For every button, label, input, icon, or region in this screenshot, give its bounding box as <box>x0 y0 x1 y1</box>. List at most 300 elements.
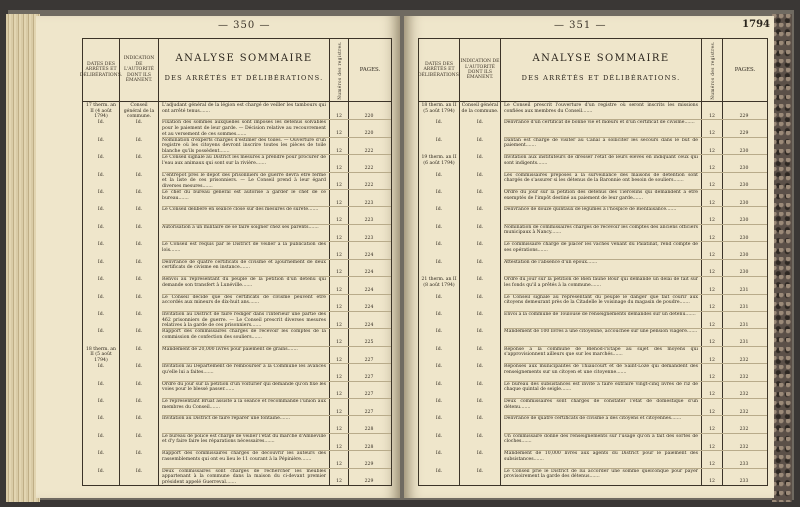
row-date: Id. <box>435 172 443 178</box>
table-row <box>419 450 767 467</box>
row-authority: Conseil général de la commune. <box>461 103 499 114</box>
table-row <box>83 381 391 398</box>
row-page: 224 <box>364 322 374 328</box>
row-authority: Id. <box>135 242 143 248</box>
row-date: Id. <box>97 190 105 196</box>
row-authority: Id. <box>476 381 484 387</box>
row-summary: Invitation au District de faire rédiger dans l'intérieur une partie des 462 prisonniers de guerre. — Le Conseil prescrit diverses mesures relatives à la garde de ces prisonniers....... <box>162 311 326 329</box>
row-date: 19 therm. an II (6 août 1794) <box>421 155 457 166</box>
row-summary: Les commissaires préposés à la surveillance des maisons de détention sont chargés de s'assurer si les détenus de la Baronnie ont besoin de souliers....... <box>504 172 698 184</box>
row-summary: Le bureau de police est chargé de veiller l'état du marché d'Amnéville et d'y faire faire les réparations nécessaires....... <box>162 433 326 445</box>
row-date: Id. <box>97 416 105 422</box>
row-authority: Id. <box>476 311 484 317</box>
row-summary: Rapport des commissaires chargés de recevoir les comptes de la commission de confection des souliers....... <box>162 329 326 340</box>
row-date: Id. <box>97 277 105 283</box>
row-date: Id. <box>435 451 443 457</box>
title-subtitle: DES ARRÊTÉS ET DÉLIBÉRATIONS. <box>164 74 324 82</box>
row-date: Id. <box>97 207 105 213</box>
row-date: Id. <box>435 329 443 335</box>
table-title <box>159 39 330 101</box>
row-date: Id. <box>97 451 105 457</box>
col-dates-header: DATES DES ARRÊTÉS ET DÉLIBÉRATIONS. <box>419 39 460 101</box>
table-row <box>419 328 767 345</box>
row-date: Id. <box>97 224 105 230</box>
row-register-number: 12 <box>336 305 342 311</box>
register-table <box>79 38 392 486</box>
row-authority: Id. <box>476 346 484 352</box>
row-separator <box>162 415 391 416</box>
row-date: 18 therm. an II (5 août 1794) <box>86 346 116 363</box>
row-authority: Id. <box>476 242 484 248</box>
register-table <box>418 38 768 486</box>
row-date: Id. <box>435 346 443 352</box>
row-summary: Le Conseil signale au District les mesures à prendre pour procurer de l'eau aux animaux qui sont sur la rivière....... <box>162 155 326 166</box>
row-summary: Le Conseil délibère en séance close sur des mesures de sûreté....... <box>162 207 319 213</box>
row-page: 222 <box>364 148 374 154</box>
table-row <box>419 154 767 171</box>
row-register-number: 12 <box>709 479 715 485</box>
row-date: Id. <box>435 468 443 474</box>
row-authority: Id. <box>476 433 484 439</box>
row-summary: Délivrance de quatre certificats de civisme à des citoyens et citoyennes....... <box>504 416 682 422</box>
row-register-number: 12 <box>709 322 715 328</box>
table-row <box>419 433 767 450</box>
table-row <box>419 346 767 363</box>
row-summary: Délivrance d'un certificat de bonne vie et mœurs et d'un certificat de civisme....... <box>504 120 695 126</box>
row-authority: Id. <box>476 451 484 457</box>
row-register-number: 12 <box>709 444 715 450</box>
row-summary: Invitation au Département de rembourser à la Commune les avances qu'elle lui a faites....... <box>162 364 326 375</box>
row-date: Id. <box>97 433 105 439</box>
row-separator <box>162 294 391 295</box>
table-header <box>79 39 391 102</box>
row-separator <box>504 172 767 173</box>
row-register-number: 12 <box>336 183 342 189</box>
row-authority: Id. <box>135 364 143 370</box>
row-page: 232 <box>739 357 749 363</box>
row-date: Id. <box>435 207 443 213</box>
row-authority: Id. <box>476 224 484 230</box>
row-separator <box>162 206 391 207</box>
table-row <box>419 276 767 293</box>
row-separator <box>504 346 767 347</box>
row-date: Id. <box>97 137 105 143</box>
row-page: 230 <box>739 183 749 189</box>
row-page: 228 <box>364 427 374 433</box>
row-summary: Ordre du jour sur la pétition d'un voiturier qui demande qu'on fixe les voies pour le blessé passer....... <box>162 381 326 393</box>
col-dates-header: DATES DES ARRÊTÉS ET DÉLIBÉRATIONS. <box>83 39 120 101</box>
row-separator <box>162 154 391 155</box>
row-date: Id. <box>435 311 443 317</box>
table-row <box>419 241 767 258</box>
row-date: Id. <box>435 416 443 422</box>
row-summary: Réponses aux municipalités de Thiaucourt et de Saint-Lôze qui demandent des renseignements sur un citoyen et une citoyenne....... <box>504 364 698 375</box>
row-separator <box>504 363 767 364</box>
table-row <box>83 137 391 154</box>
row-separator <box>504 415 767 416</box>
row-register-number: 12 <box>336 444 342 450</box>
row-page: 228 <box>364 444 374 450</box>
row-page: 231 <box>739 322 749 328</box>
row-date: 18 therm. an II (5 août 1794) <box>421 103 457 114</box>
row-separator <box>162 433 391 434</box>
row-date: Id. <box>97 364 105 370</box>
row-separator <box>504 398 767 399</box>
col-indication-header: INDICATION DE L'AUTORITÉ DONT ILS ÉMANENT. <box>120 39 159 101</box>
row-summary: Envoi à la commune de Toulouse de renseignements demandés sur un détenu....... <box>504 311 696 317</box>
row-authority: Id. <box>135 207 143 213</box>
row-separator <box>504 259 767 260</box>
row-date: Id. <box>97 468 105 474</box>
row-date: Id. <box>97 311 105 317</box>
row-page: 230 <box>739 200 749 206</box>
row-page: 223 <box>364 235 374 241</box>
row-register-number: 12 <box>336 270 342 276</box>
row-register-number: 12 <box>336 427 342 433</box>
row-summary: Invitation au District de faire réparer une fontaine....... <box>162 416 291 422</box>
row-register-number: 12 <box>709 148 715 154</box>
row-date: Id. <box>435 433 443 439</box>
row-authority: Id. <box>135 398 143 404</box>
title-subtitle: DES ARRÊTÉS ET DÉLIBÉRATIONS. <box>521 74 681 82</box>
row-summary: Le Conseil est requis par le District de veiller à la publication des lois....... <box>162 242 326 253</box>
row-page: 230 <box>739 148 749 154</box>
row-authority: Id. <box>476 207 484 213</box>
table-row <box>83 468 391 485</box>
row-separator <box>504 137 767 138</box>
table-row <box>83 433 391 450</box>
table-row <box>419 189 767 206</box>
row-separator <box>504 328 767 329</box>
row-register-number: 12 <box>709 427 715 433</box>
row-authority: Id. <box>135 311 143 317</box>
row-authority: Id. <box>135 137 143 143</box>
row-authority: Id. <box>135 433 143 439</box>
row-summary: Le commissaire chargé de placer les vaches venant du Palatinat, rend compte de ses opérations....... <box>504 242 698 253</box>
table-row <box>419 119 767 136</box>
col-indication-header: INDICATION DE L'AUTORITÉ DONT ILS ÉMANENT. <box>460 39 501 101</box>
row-date: 17 therm. an II (4 août 1794) <box>86 103 116 120</box>
row-summary: Autorisation à un militaire de se faire soigner chez ses parents....... <box>162 224 319 230</box>
row-page: 223 <box>364 218 374 224</box>
row-page: 223 <box>364 200 374 206</box>
book-cover-right <box>772 14 792 502</box>
row-authority: Id. <box>135 120 143 126</box>
row-summary: Attestation de l'absence d'un époux....... <box>504 259 598 265</box>
row-authority: Id. <box>135 224 143 230</box>
row-page: 233 <box>739 461 749 467</box>
row-page: 230 <box>739 253 749 259</box>
row-date: Id. <box>97 294 105 300</box>
row-page: 229 <box>364 479 374 485</box>
row-register-number: 12 <box>709 183 715 189</box>
row-separator <box>162 276 391 277</box>
row-summary: Nomination d'experts chargés d'estimer des toiles. — Ouverture d'un registre où les citoyens devront inscrire toutes les pièces de toile blanche qu'ils possèdent....... <box>162 137 326 154</box>
table-row <box>419 224 767 241</box>
row-separator <box>162 363 391 364</box>
col-numero-header: Numéros des registres. <box>330 39 349 101</box>
row-register-number: 12 <box>336 461 342 467</box>
row-authority: Id. <box>135 381 143 387</box>
row-date: Id. <box>97 172 105 178</box>
right-page <box>404 16 774 498</box>
row-authority: Id. <box>476 277 484 283</box>
row-summary: Deux commissaires sont chargés de rechercher les meubles appartenant à la commune dans la maison du ci-devant premier président appelé Guerreval....... <box>162 468 326 485</box>
row-page: 222 <box>364 183 374 189</box>
row-summary: Mandement de 100 livres à une citoyenne, accouchée sur une pension viagère....... <box>504 329 698 335</box>
row-register-number: 12 <box>709 287 715 293</box>
row-authority: Id. <box>135 190 143 196</box>
table-row <box>83 328 391 345</box>
row-register-number: 12 <box>709 409 715 415</box>
row-register-number: 12 <box>336 166 342 172</box>
row-page: 229 <box>739 113 749 119</box>
row-register-number: 12 <box>709 374 715 380</box>
row-separator <box>504 433 767 434</box>
row-authority: Id. <box>135 346 143 352</box>
table-row <box>419 363 767 380</box>
row-page: 224 <box>364 253 374 259</box>
row-page: 232 <box>739 409 749 415</box>
row-authority: Id. <box>476 137 484 143</box>
row-register-number: 12 <box>709 461 715 467</box>
row-page: 220 <box>364 131 374 137</box>
row-page: 231 <box>739 287 749 293</box>
table-row <box>83 363 391 380</box>
row-authority: Id. <box>476 416 484 422</box>
table-row <box>419 468 767 485</box>
row-separator <box>504 206 767 207</box>
row-date: Id. <box>435 224 443 230</box>
row-summary: Dantan est chargé de visiter au Canal à solliciter les secours dans le but de paiement....... <box>504 137 698 149</box>
row-authority: Id. <box>135 416 143 422</box>
row-date: Id. <box>435 381 443 387</box>
row-register-number: 12 <box>709 305 715 311</box>
row-summary: Deux commissaires sont chargés de constater l'état de domestique d'un détenu....... <box>504 398 698 410</box>
row-register-number: 12 <box>336 340 342 346</box>
row-separator <box>162 259 391 260</box>
row-register-number: 12 <box>709 253 715 259</box>
table-row <box>419 206 767 223</box>
row-register-number: 12 <box>709 235 715 241</box>
row-register-number: 12 <box>336 200 342 206</box>
row-page: 224 <box>364 287 374 293</box>
row-summary: L'entrepôt près le dépôt des prisonniers de guerre devra être fermé et la liste de ces prisonniers. — Le Conseil prend à leur égard diverses mesures....... <box>162 172 326 189</box>
row-separator <box>504 154 767 155</box>
row-separator <box>504 450 767 451</box>
table-row <box>83 119 391 136</box>
row-summary: Mandement de 10,000 livres aux agents du District pour le paiement des subsistances....... <box>504 451 698 462</box>
row-date: Id. <box>435 190 443 196</box>
row-summary: Le Conseil décide que des certificats de civisme peuvent être accordés aux mineurs de dix-huit ans....... <box>162 294 326 306</box>
row-summary: Mandement de 20,000 livres pour paiement de grains....... <box>162 346 298 352</box>
page-number: — 351 — <box>554 20 607 31</box>
row-page: 225 <box>364 340 374 346</box>
table-row <box>83 276 391 293</box>
row-register-number: 12 <box>709 392 715 398</box>
row-separator <box>504 224 767 225</box>
row-authority: Id. <box>476 172 484 178</box>
row-authority: Id. <box>476 398 484 404</box>
row-separator <box>162 241 391 242</box>
row-page: 220 <box>364 113 374 119</box>
row-page: 230 <box>739 218 749 224</box>
row-date: Id. <box>435 398 443 404</box>
row-date: Id. <box>435 120 443 126</box>
row-authority: Id. <box>476 468 484 474</box>
table-row <box>419 172 767 189</box>
row-authority: Id. <box>476 120 484 126</box>
row-register-number: 12 <box>709 166 715 172</box>
row-summary: Ordre du jour sur la pétition de Bien faune Bour qui demande un délai de fait sur les fonds qu'il a prêtés à la commune....... <box>504 277 698 288</box>
table-row <box>419 381 767 398</box>
title-analyse: ANALYSE SOMMAIRE <box>175 53 313 64</box>
row-page: 232 <box>739 392 749 398</box>
row-date: Id. <box>435 364 443 370</box>
table-row <box>419 398 767 415</box>
table-row <box>419 415 767 432</box>
table-row <box>83 294 391 311</box>
row-separator <box>504 311 767 312</box>
row-summary: Le Conseil prie le District de lui accorder une somme quelconque pour payer provisoirement la garde des détenus....... <box>504 468 698 480</box>
row-separator <box>162 450 391 451</box>
row-authority: Conseil général de la commune. <box>123 103 155 120</box>
table-row <box>83 172 391 189</box>
table-header <box>419 39 767 102</box>
row-date: Id. <box>97 329 105 335</box>
row-summary: Un commissaire donne des renseignements sur l'usage qu'on a fait des sortes de cloches....... <box>504 433 698 445</box>
row-date: Id. <box>97 242 105 248</box>
row-page: 227 <box>364 374 374 380</box>
row-register-number: 12 <box>336 113 342 119</box>
row-separator <box>162 381 391 382</box>
row-register-number: 12 <box>336 392 342 398</box>
row-authority: Id. <box>135 155 143 161</box>
row-separator <box>162 346 391 347</box>
row-separator <box>162 328 391 329</box>
row-authority: Id. <box>135 277 143 283</box>
row-register-number: 12 <box>709 270 715 276</box>
row-page: 231 <box>739 305 749 311</box>
row-register-number: 12 <box>709 340 715 346</box>
table-row <box>83 102 391 119</box>
table-row <box>83 398 391 415</box>
row-summary: Réponse à la commune de Blenod-l'Étape au sujet des moyens qui s'approvisionnent ailleurs que sur les marchés....... <box>504 346 698 358</box>
row-separator <box>504 276 767 277</box>
row-date: Id. <box>435 294 443 300</box>
row-page: 230 <box>739 235 749 241</box>
row-separator <box>162 172 391 173</box>
row-date: Id. <box>435 137 443 143</box>
table-row <box>83 241 391 258</box>
row-date: Id. <box>97 381 105 387</box>
table-row <box>83 224 391 241</box>
row-page: 232 <box>739 427 749 433</box>
row-authority: Id. <box>476 294 484 300</box>
row-page: 227 <box>364 357 374 363</box>
table-row <box>83 259 391 276</box>
table-row <box>83 189 391 206</box>
row-page: 229 <box>739 131 749 137</box>
row-register-number: 12 <box>336 409 342 415</box>
row-summary: Délivrance de quatre certificats de civisme et ajournement de deux certificats de civisme en instance....... <box>162 259 326 271</box>
row-summary: Le représentant Bruat assiste à la séance et recommande l'union aux membres du Conseil....... <box>162 398 326 410</box>
row-register-number: 12 <box>336 131 342 137</box>
row-register-number: 12 <box>336 235 342 241</box>
row-separator <box>162 189 391 190</box>
col-pages-header: PAGES. <box>359 67 381 73</box>
table-row <box>83 346 391 363</box>
row-separator <box>504 241 767 242</box>
row-authority: Id. <box>476 329 484 335</box>
row-separator <box>162 311 391 312</box>
row-separator <box>162 137 391 138</box>
row-authority: Id. <box>135 294 143 300</box>
row-page: 229 <box>364 461 374 467</box>
row-date: Id. <box>97 259 105 265</box>
row-separator <box>162 224 391 225</box>
table-row <box>83 415 391 432</box>
row-page: 222 <box>364 166 374 172</box>
row-summary: Le Conseil signale au représentant du peuple le danger que fait courir aux citoyens demeurant près de la Citadelle le voisinage du magasin de poudre....... <box>504 294 698 306</box>
row-authority: Id. <box>476 364 484 370</box>
col-pages-header: PAGES. <box>734 67 756 73</box>
row-separator <box>162 119 391 120</box>
row-authority: Id. <box>135 329 143 335</box>
row-separator <box>504 381 767 382</box>
table-row <box>83 154 391 171</box>
row-page: 230 <box>739 166 749 172</box>
year-header: 1794 <box>742 19 770 30</box>
page-edges-left <box>6 14 40 502</box>
row-page: 227 <box>364 392 374 398</box>
page-number: — 350 — <box>218 20 271 31</box>
row-authority: Id. <box>135 451 143 457</box>
row-separator <box>504 119 767 120</box>
row-summary: Délivrance de douze quintaux de légumes à l'hospice de Bienfaisance....... <box>504 207 677 213</box>
left-page <box>36 16 400 498</box>
row-authority: Id. <box>476 190 484 196</box>
row-page: 233 <box>739 479 749 485</box>
table-row <box>419 311 767 328</box>
table-row <box>419 294 767 311</box>
row-separator <box>504 294 767 295</box>
row-summary: Le chef du bureau général est autorisé à garder le chef de ce bureau....... <box>162 190 326 201</box>
row-summary: Fixation des sommes auxquelles sont imposés les détenus solvables pour le paiement de leur garde. — Décision relative au recouvrement et au versement de ces sommes....... <box>162 120 326 137</box>
row-page: 232 <box>739 374 749 380</box>
row-register-number: 12 <box>709 218 715 224</box>
row-authority: Id. <box>135 259 143 265</box>
table-row <box>83 311 391 328</box>
table-row <box>83 206 391 223</box>
row-page: 231 <box>739 340 749 346</box>
row-summary: L'adjudant général de la légion est chargé de veiller les tambours qui ont arrêté tenus....... <box>162 103 326 114</box>
row-register-number: 12 <box>336 357 342 363</box>
row-summary: Le Conseil prescrit l'ouverture d'un registre où seront inscrits les missions confiées aux membres du Conseil....... <box>504 103 698 114</box>
row-separator <box>162 468 391 469</box>
row-separator <box>162 398 391 399</box>
row-authority: Id. <box>135 468 143 474</box>
row-register-number: 12 <box>336 374 342 380</box>
row-summary: Ordre du jour sur la pétition des détenus des Tiercelins qui demandent à être exemptés de l'impôt destiné au paiement de leur garde....... <box>504 190 698 201</box>
row-summary: Nomination de commissaires chargés de recevoir les comptes des anciens officiers municipaux à Nancy....... <box>504 224 698 236</box>
col-numero-header: Numéros des registres. <box>702 39 723 101</box>
row-register-number: 12 <box>336 287 342 293</box>
row-register-number: 12 <box>336 148 342 154</box>
row-separator <box>504 468 767 469</box>
row-date: Id. <box>435 242 443 248</box>
table-row <box>419 259 767 276</box>
